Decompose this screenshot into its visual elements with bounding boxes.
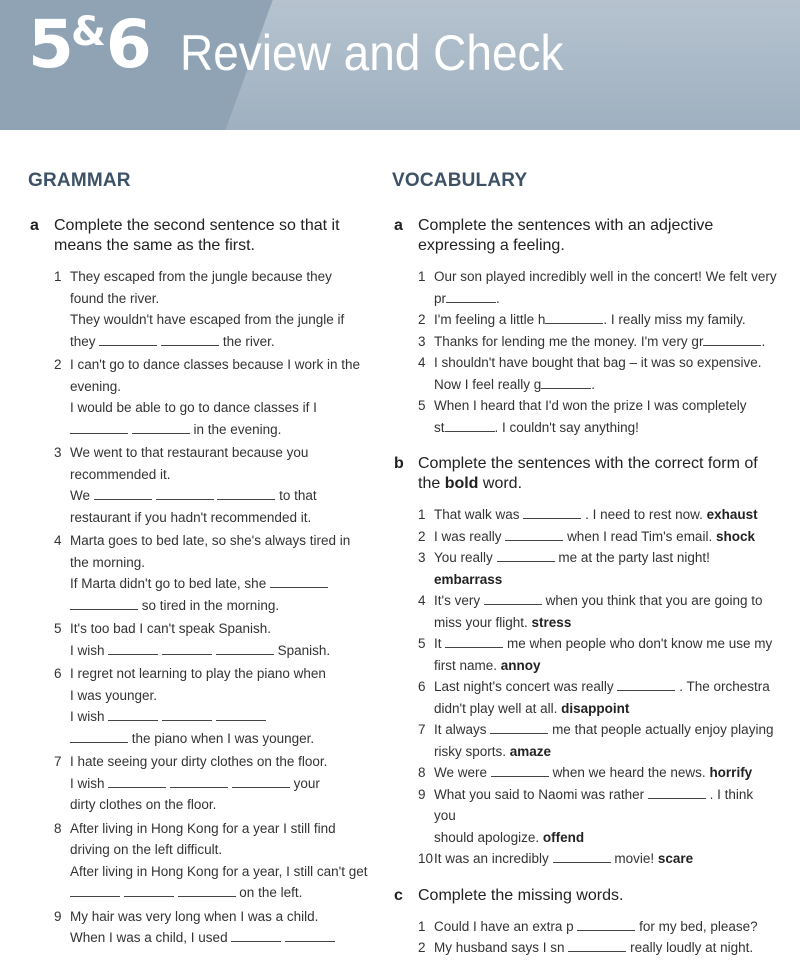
grammar-items: [28, 266, 368, 949]
answer-blank[interactable]: [216, 708, 266, 721]
item-text: pr: [434, 290, 447, 306]
item-line: [434, 633, 777, 655]
item-line: [70, 595, 368, 617]
item-text: You really: [434, 550, 493, 565]
item-text: Now I feel really g: [434, 376, 542, 392]
grammar-item-7: [28, 751, 368, 816]
item-number: 8: [418, 765, 426, 780]
answer-blank[interactable]: [70, 421, 128, 434]
grammar-item-8: [28, 818, 368, 904]
grammar-item-5: [28, 618, 368, 661]
item-number: 5: [418, 398, 426, 413]
exercise-letter: a: [30, 217, 39, 234]
item-text: . I need to rest now.: [585, 507, 703, 522]
exercise-letter: a: [394, 217, 403, 234]
item-line: [434, 916, 777, 938]
answer-blank[interactable]: [170, 775, 228, 788]
vocab-item: [392, 504, 777, 526]
item-line: [434, 784, 777, 827]
item-text: It's very: [434, 593, 481, 608]
item-text: Thanks for lending me the money. I'm very gr: [434, 333, 704, 349]
vocab-a-item-5: [392, 395, 777, 438]
item-text: me that people actually enjoy playing: [552, 722, 774, 737]
item-text: After living in Hong Kong for a year I still find: [70, 820, 336, 836]
vocab-exercise-a: [392, 216, 777, 256]
item-text: recommended it.: [70, 466, 171, 482]
item-text: . I couldn't say anything!: [494, 419, 639, 435]
keyword: horrify: [709, 765, 753, 780]
item-text: I wish: [70, 775, 105, 791]
unit-header: [0, 0, 800, 130]
item-line: [434, 504, 777, 526]
item-line: [434, 547, 777, 569]
vocab-a-items: [392, 266, 777, 438]
vocab-item: [392, 633, 777, 676]
item-text: st: [434, 419, 445, 435]
keyword: shock: [715, 528, 755, 544]
answer-blank[interactable]: [484, 592, 542, 605]
vocab-item: [392, 526, 777, 548]
item-text: restaurant if you hadn't recommended it.: [70, 509, 312, 525]
item-number: 2: [418, 528, 426, 544]
item-text: so tired in the morning.: [141, 597, 280, 613]
item-text: When I heard that I'd won the prize I was completely: [434, 398, 747, 413]
item-text: It was an incredibly: [434, 851, 549, 866]
item-line: [434, 719, 777, 741]
vocab-exercise-c: [392, 886, 777, 906]
item-number: 4: [418, 355, 426, 370]
vocab-c-items: [392, 916, 777, 959]
answer-blank[interactable]: [217, 487, 275, 500]
keyword: exhaust: [706, 507, 758, 522]
item-line: [434, 331, 777, 353]
item-number: 10: [418, 851, 434, 866]
answer-blank[interactable]: [70, 884, 120, 897]
answer-blank[interactable]: [108, 642, 158, 655]
item-line: [70, 573, 368, 595]
answer-blank[interactable]: [703, 333, 761, 346]
item-number: 9: [54, 908, 62, 924]
item-line: [70, 728, 368, 750]
item-number: 5: [54, 621, 62, 636]
item-text: first name.: [434, 657, 498, 673]
instruction-text: Complete the sentences with the correct form of the: [418, 455, 758, 492]
item-text: It's too bad I can't speak Spanish.: [70, 621, 272, 636]
item-text: me when people who don't know me use my: [507, 636, 773, 651]
answer-blank[interactable]: [162, 642, 212, 655]
vocab-a-item-1: [392, 266, 777, 309]
keyword: stress: [531, 614, 572, 630]
item-text: I'm feeling a little h: [434, 312, 546, 327]
item-line: [70, 882, 368, 904]
instruction-bold: bold: [444, 475, 479, 492]
item-text: I wish: [70, 709, 105, 724]
grammar-item-2: [28, 354, 368, 440]
item-text: when I read Tim's email.: [567, 528, 713, 544]
item-number: 6: [54, 666, 62, 681]
grammar-item-1: [28, 266, 368, 352]
item-number: 7: [418, 722, 426, 737]
item-text: It: [434, 636, 442, 651]
answer-blank[interactable]: [497, 549, 555, 562]
item-line: [434, 590, 777, 612]
item-text: they: [70, 333, 96, 349]
item-text: the morning.: [70, 554, 146, 570]
item-text: My hair was very long when I was a child.: [70, 908, 319, 924]
item-text: Our son played incredibly well in the concert! We felt very: [434, 269, 777, 284]
answer-blank[interactable]: [232, 775, 290, 788]
item-text: Marta goes to bed late, so she's always tired in: [70, 533, 351, 548]
item-text: .: [591, 376, 596, 392]
answer-blank[interactable]: [523, 506, 581, 519]
item-text: I was really: [434, 528, 502, 544]
item-line: [434, 612, 777, 634]
item-text: the piano when I was younger.: [131, 730, 315, 746]
answer-blank[interactable]: [568, 939, 626, 952]
grammar-exercise-a: [28, 216, 368, 256]
exercise-letter: b: [394, 455, 404, 472]
item-text: risky sports.: [434, 743, 507, 759]
item-text: I was younger.: [70, 687, 158, 703]
item-line: [434, 309, 777, 331]
keyword: embarrass: [434, 571, 503, 587]
item-text: when you think that you are going to: [545, 593, 763, 608]
item-number: 1: [54, 269, 62, 284]
exercise-letter: c: [394, 886, 403, 904]
item-text: When I was a child, I used: [70, 930, 228, 945]
keyword: offend: [542, 829, 585, 845]
answer-blank[interactable]: [553, 850, 611, 863]
item-line: [434, 848, 777, 870]
answer-blank[interactable]: [445, 635, 503, 648]
item-text: It always: [434, 722, 487, 737]
item-text: when we heard the news.: [552, 765, 706, 780]
answer-blank[interactable]: [156, 487, 214, 500]
item-text: We went to that restaurant because you: [70, 445, 309, 460]
item-text: Last night's concert was really: [434, 679, 614, 694]
item-number: 4: [418, 593, 426, 608]
item-line: pr .: [434, 290, 500, 306]
item-line: [434, 741, 777, 763]
item-text: We were: [434, 765, 488, 780]
item-line: [434, 569, 777, 591]
vocabulary-heading: VOCABULARY: [392, 170, 528, 191]
item-number: 1: [418, 507, 426, 522]
answer-blank[interactable]: [541, 376, 591, 389]
item-text: That walk was: [434, 507, 520, 522]
instruction-text: word.: [478, 475, 523, 492]
vocab-item: [392, 719, 777, 762]
item-text: I can't go to dance classes because I work in the: [70, 357, 360, 372]
item-text: .: [761, 333, 766, 349]
keyword: annoy: [500, 657, 541, 673]
grammar-heading: GRAMMAR: [28, 170, 131, 191]
vocab-item: [392, 916, 777, 938]
item-text: I regret not learning to play the piano when: [70, 666, 326, 681]
item-text: driving on the left difficult.: [70, 842, 223, 857]
item-line: [70, 927, 368, 949]
item-text: We: [70, 488, 91, 503]
answer-blank[interactable]: [216, 642, 274, 655]
item-line: [434, 374, 777, 396]
vocab-item: [392, 547, 777, 590]
item-text: What you said to Naomi was rather: [434, 786, 645, 802]
item-text: miss your flight.: [434, 614, 528, 630]
item-number: 9: [418, 786, 426, 802]
item-text: me at the party last night!: [558, 550, 710, 565]
vocab-item: [392, 784, 777, 849]
grammar-item-9: [28, 906, 368, 949]
answer-blank[interactable]: [446, 290, 496, 303]
item-line: [434, 526, 777, 548]
exercise-instruction: [418, 455, 758, 492]
answer-blank[interactable]: [270, 575, 328, 588]
answer-blank[interactable]: [577, 918, 635, 931]
vocab-item: [392, 676, 777, 719]
grammar-item-3: [28, 442, 368, 528]
item-text: I would be able to go to dance classes if I: [70, 400, 317, 415]
item-text: to that: [279, 488, 317, 503]
answer-blank[interactable]: [94, 487, 152, 500]
item-line: [434, 655, 777, 677]
item-text: the river.: [222, 333, 275, 349]
vocab-item: [392, 762, 777, 784]
item-number: 3: [54, 445, 62, 460]
exercise-instruction: Complete the second sentence so that it means the same as the first.: [54, 217, 340, 254]
answer-blank[interactable]: [545, 311, 603, 324]
item-text: Spanish.: [277, 642, 331, 658]
item-number: 2: [418, 940, 426, 955]
vocab-b-items: [392, 504, 777, 870]
item-number: 2: [54, 357, 62, 372]
item-number: 1: [418, 918, 426, 934]
item-number: 1: [418, 269, 426, 284]
item-line: [434, 698, 777, 720]
answer-blank[interactable]: [505, 528, 563, 541]
item-text: found the river.: [70, 290, 160, 306]
answer-blank[interactable]: [648, 786, 706, 799]
keyword: scare: [657, 851, 694, 866]
item-line: [434, 762, 777, 784]
item-text: I shouldn't have bought that bag – it was so expensive.: [434, 355, 762, 370]
answer-blank[interactable]: [231, 929, 281, 942]
answer-blank[interactable]: [617, 678, 675, 691]
vocab-item: [392, 937, 777, 959]
item-text: I hate seeing your dirty clothes on the floor.: [70, 754, 328, 769]
item-line: [434, 937, 777, 959]
vocab-item: [392, 590, 777, 633]
item-line: [434, 827, 777, 849]
grammar-item-4: [28, 530, 368, 616]
item-text: your: [293, 775, 320, 791]
exercise-instruction: Complete the sentences with an adjective expressing a feeling.: [418, 217, 714, 254]
item-line: [70, 485, 368, 507]
answer-blank[interactable]: [445, 419, 495, 432]
vocab-a-item-2: [392, 309, 777, 331]
item-line: [70, 706, 368, 728]
answer-blank[interactable]: [285, 929, 335, 942]
answer-blank[interactable]: [70, 730, 128, 743]
item-text: . The orchestra: [679, 679, 770, 694]
answer-blank[interactable]: [108, 708, 158, 721]
answer-blank[interactable]: [124, 884, 174, 897]
item-line: [434, 417, 777, 439]
answer-blank[interactable]: [132, 421, 190, 434]
page-title: Review and Check: [180, 25, 564, 81]
item-line: [70, 640, 368, 662]
answer-blank[interactable]: [99, 333, 157, 346]
answer-blank[interactable]: [161, 333, 219, 346]
item-text: movie!: [614, 851, 655, 866]
item-number: 7: [54, 754, 62, 769]
item-text: After living in Hong Kong for a year, I still can't get: [70, 863, 368, 879]
item-number: 8: [54, 820, 62, 836]
item-text: should apologize.: [434, 829, 540, 845]
item-line: [70, 331, 368, 353]
answer-blank[interactable]: [490, 721, 548, 734]
item-line: [70, 773, 368, 795]
vocab-a-item-4: [392, 352, 777, 395]
keyword: amaze: [509, 743, 552, 759]
item-text: My husband says I sn: [434, 940, 565, 955]
item-text: really loudly at night.: [630, 940, 754, 955]
item-line: [70, 419, 368, 441]
grammar-item-6: [28, 663, 368, 749]
item-text: They escaped from the jungle because they: [70, 269, 332, 284]
item-number: 2: [418, 312, 426, 327]
item-text: didn't play well at all.: [434, 700, 558, 716]
item-text: on the left.: [239, 885, 303, 900]
item-text: If Marta didn't go to bed late, she: [70, 576, 267, 591]
item-text: They wouldn't have escaped from the jungle if: [70, 312, 345, 327]
keyword: disappoint: [561, 700, 630, 716]
vocab-item: [392, 848, 777, 870]
item-number: 4: [54, 533, 62, 548]
exercise-instruction: Complete the missing words.: [418, 886, 624, 904]
item-text: . I really miss my family.: [603, 312, 746, 327]
item-text: in the evening.: [193, 421, 282, 437]
answer-blank[interactable]: [491, 764, 549, 777]
vocabulary-column: [392, 170, 777, 959]
item-text: dirty clothes on the floor.: [70, 797, 217, 812]
answer-blank[interactable]: [162, 708, 212, 721]
item-text: I wish: [70, 642, 105, 658]
item-number: 3: [418, 550, 426, 565]
grammar-column: [28, 170, 368, 949]
item-text: . I think you: [434, 786, 754, 823]
answer-blank[interactable]: [108, 775, 166, 788]
vocab-a-item-3: [392, 331, 777, 353]
item-number: 6: [418, 679, 426, 694]
vocab-exercise-b: [392, 454, 777, 494]
answer-blank[interactable]: [178, 884, 236, 897]
unit-number: 5&6: [28, 6, 149, 83]
item-text: evening.: [70, 378, 122, 394]
answer-blank[interactable]: [70, 597, 138, 610]
item-text: Could I have an extra p: [434, 918, 574, 934]
item-number: 5: [418, 636, 426, 651]
item-number: 3: [418, 333, 426, 349]
item-line: [434, 676, 777, 698]
item-text: for my bed, please?: [639, 918, 758, 934]
